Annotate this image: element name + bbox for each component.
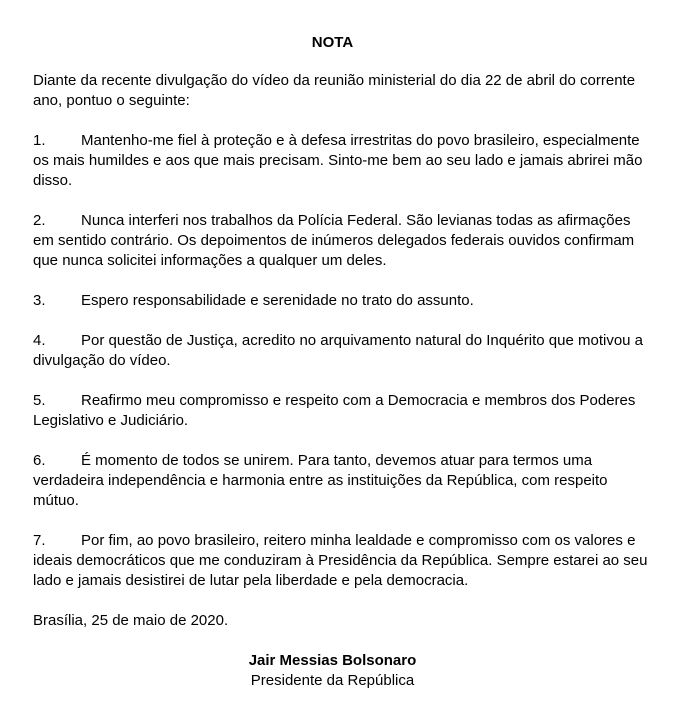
- place-date: Brasília, 25 de maio de 2020.: [33, 612, 229, 629]
- item-text: Reafirmo meu compromisso e respeito com a Democracia e membros dos Poderes Legislativo e Judiciário.: [33, 392, 636, 429]
- list-item: [33, 531, 653, 591]
- item-text: É momento de todos se unirem. Para tanto, devemos atuar para termos uma verdadeira independência e harmonia entre as instituições da República, com respeito mútuo.: [33, 452, 608, 509]
- list-item: [33, 131, 653, 191]
- list-item: [33, 451, 653, 511]
- item-text: Por fim, ao povo brasileiro, reitero minha lealdade e compromisso com os valores e ideais democráticos que me conduziram à Presidência da República. Sempre estarei ao seu lado e jamais desistirei de lutar pela liberdade e pela democracia.: [33, 532, 648, 589]
- document-title: NOTA: [311, 34, 354, 51]
- list-item: [33, 291, 653, 311]
- list-item: [33, 391, 653, 431]
- item-number: 4.: [33, 332, 46, 349]
- signatory-role: Presidente da República: [250, 672, 415, 689]
- signatory-name: Jair Messias Bolsonaro: [248, 652, 417, 669]
- item-number: 5.: [33, 392, 46, 409]
- item-number: 2.: [33, 212, 46, 229]
- list-item: [33, 331, 653, 371]
- document-body: [33, 71, 653, 651]
- item-number: 1.: [33, 132, 46, 149]
- item-text: Nunca interferi nos trabalhos da Polícia Federal. São levianas todas as afirmações em sentido contrário. Os depoimentos de inúmeros delegados federais ouvidos confirmam que nunca solicitei informações a qualquer um deles.: [33, 212, 635, 269]
- signature-block: [0, 651, 665, 691]
- item-text: Por questão de Justiça, acredito no arquivamento natural do Inquérito que motivou a divulgação do vídeo.: [33, 332, 644, 369]
- list-item: [33, 211, 653, 271]
- item-text: Mantenho-me fiel à proteção e à defesa irrestritas do povo brasileiro, especialmente os mais humildes e aos que mais precisam. Sinto-me bem ao seu lado e jamais abrirei mão disso.: [33, 132, 643, 189]
- item-number: 7.: [33, 532, 46, 549]
- item-text: Espero responsabilidade e serenidade no trato do assunto.: [81, 292, 474, 309]
- item-number: 3.: [33, 292, 46, 309]
- intro-paragraph: Diante da recente divulgação do vídeo da reunião ministerial do dia 22 de abril do corrente ano, pontuo o seguinte:: [33, 72, 636, 109]
- item-number: 6.: [33, 452, 46, 469]
